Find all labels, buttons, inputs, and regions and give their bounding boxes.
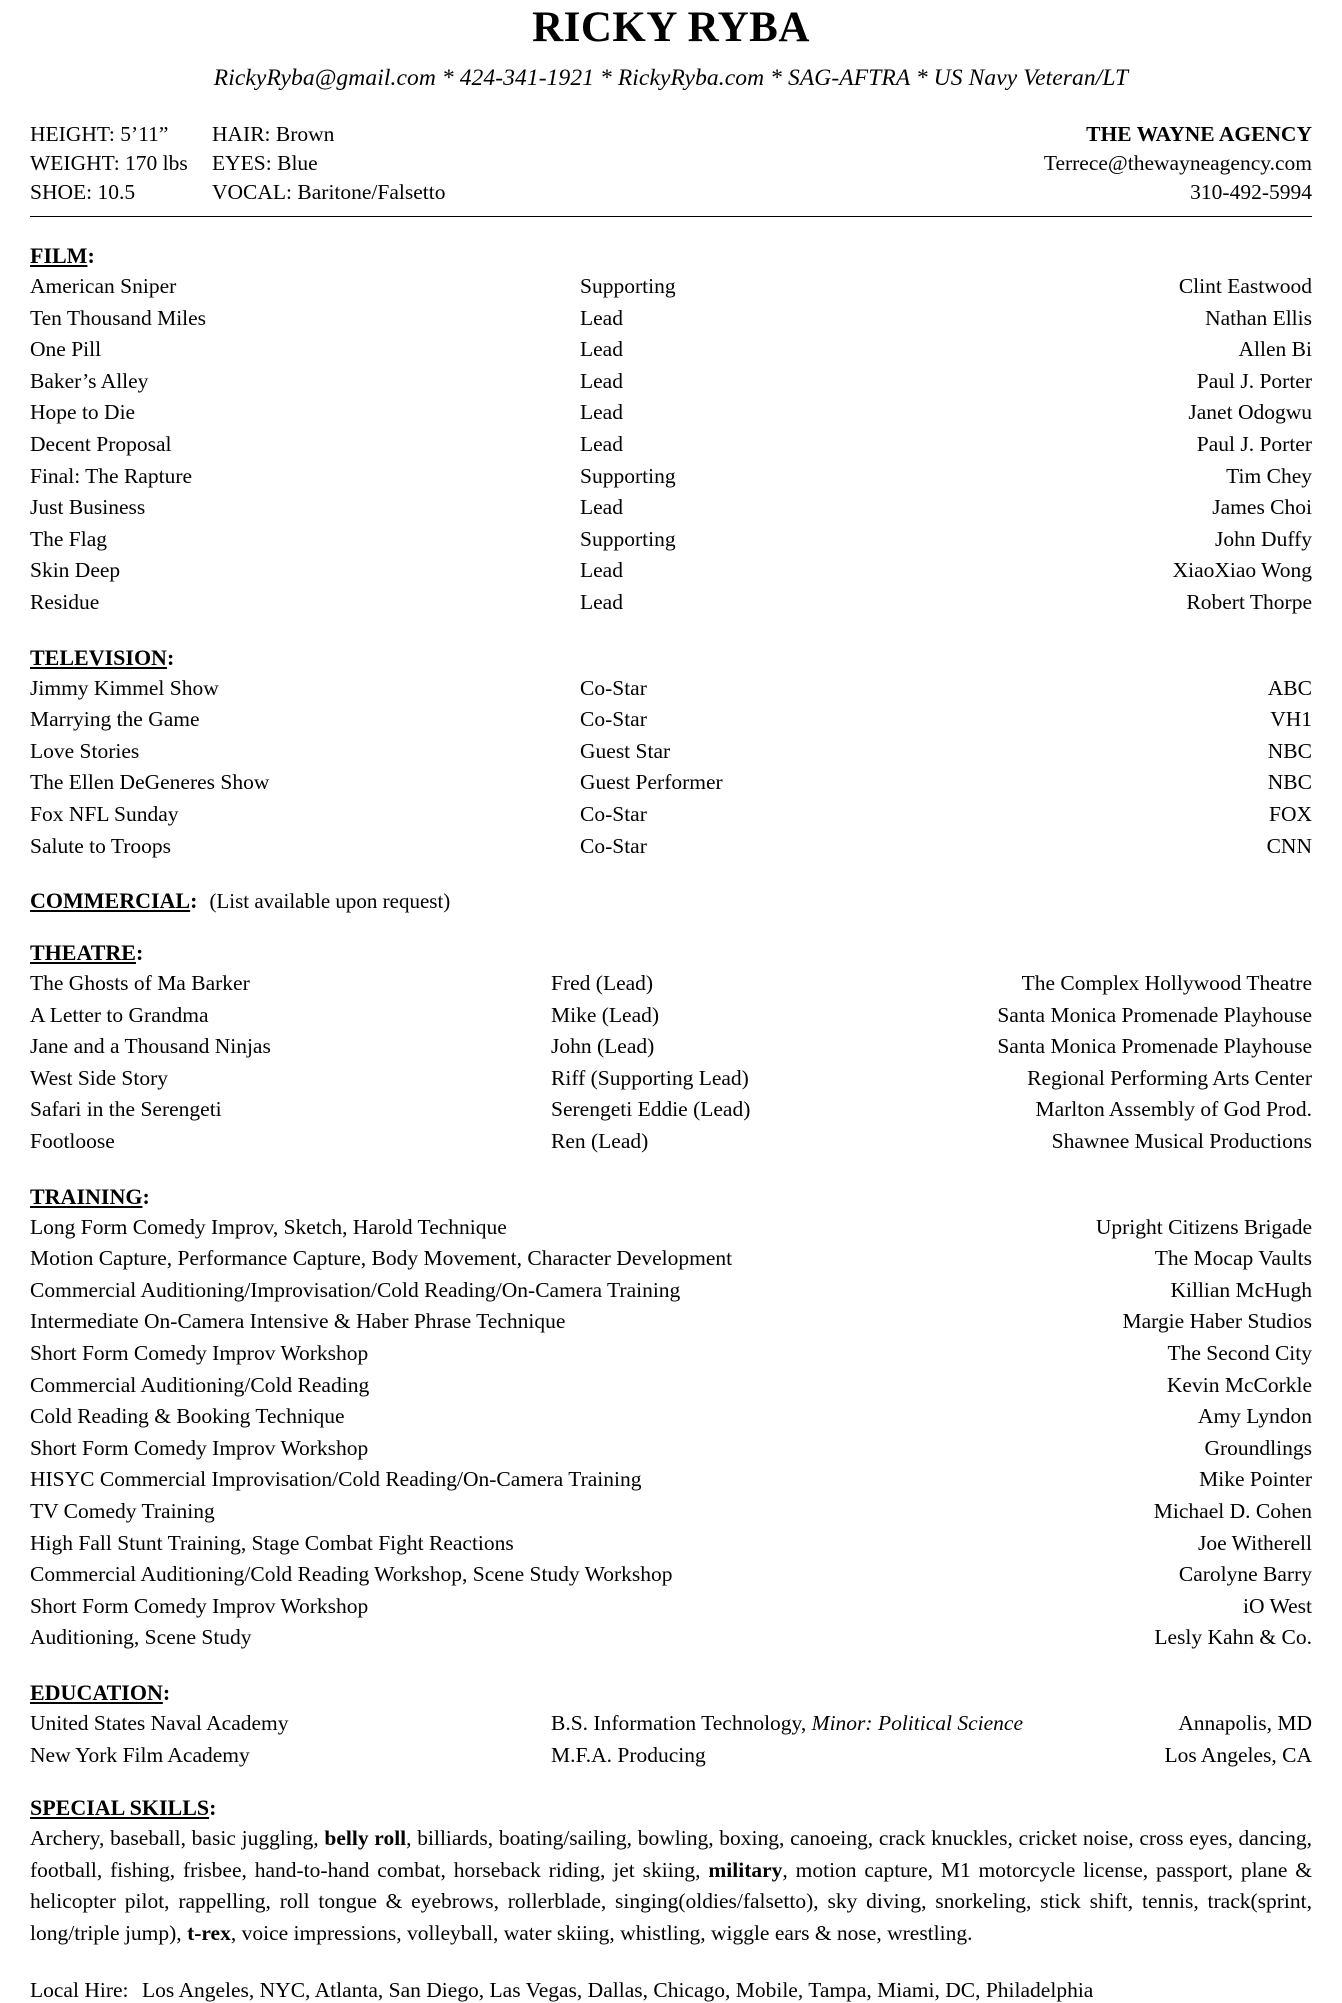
credit-title: Baker’s Alley [30, 368, 149, 393]
credit-role: Lead [580, 495, 623, 520]
table-row [30, 1338, 1312, 1370]
table-row [30, 1094, 1312, 1126]
table-row [30, 673, 1312, 705]
agency-name: THE WAYNE AGENCY [1086, 122, 1312, 146]
training-instructor: Lesly Kahn & Co. [1154, 1625, 1312, 1650]
credit-title: Skin Deep [30, 558, 121, 583]
table-row [30, 831, 1312, 863]
credit-title: Hope to Die [30, 400, 136, 425]
credit-production: Paul J. Porter [1196, 431, 1312, 456]
section-heading-wrap [30, 888, 197, 914]
training-title: Commercial Auditioning/Cold Reading Workshop, Scene Study Workshop [30, 1562, 673, 1587]
section-heading-label: EDUCATION [30, 1679, 163, 1705]
credit-role: Lead [580, 368, 623, 393]
credit-title: Safari in the Serengeti [30, 1097, 222, 1122]
table-row [30, 704, 1312, 736]
credit-role: Lead [580, 431, 623, 456]
stats-attribute-1: EYES: Blue [212, 151, 318, 176]
table-row [30, 366, 1312, 398]
credit-title: Salute to Troops [30, 833, 171, 858]
local-hire-line [30, 1978, 1312, 2003]
credit-role: Supporting [580, 526, 676, 551]
credit-role: Supporting [580, 274, 676, 298]
credit-production: Shawnee Musical Productions [1051, 1129, 1312, 1154]
table-row [30, 587, 1312, 619]
training-title: Short Form Comedy Improv Workshop [30, 1593, 369, 1618]
credit-title: The Ellen DeGeneres Show [30, 770, 270, 795]
training-title: Intermediate On-Camera Intensive & Haber Phrase Technique [30, 1309, 566, 1334]
training-title: HISYC Commercial Improvisation/Cold Reading/On-Camera Training [30, 1467, 642, 1492]
credit-production: Santa Monica Promenade Playhouse [997, 1034, 1312, 1059]
credit-production: The Complex Hollywood Theatre [1021, 971, 1312, 996]
credit-production: Allen Bi [1238, 337, 1312, 362]
credit-title: Footloose [30, 1129, 115, 1154]
credit-production: Santa Monica Promenade Playhouse [997, 1002, 1312, 1027]
section-heading-film [30, 243, 1312, 269]
table-row [30, 1496, 1312, 1528]
credit-role: John (Lead) [551, 1034, 655, 1059]
training-instructor: Margie Haber Studios [1122, 1309, 1312, 1334]
training-title: TV Comedy Training [30, 1499, 215, 1523]
section-special-skills [30, 1795, 1312, 1949]
section-heading-training [30, 1184, 1312, 1210]
table-row [30, 1708, 1312, 1740]
film-credit-list [30, 271, 1312, 619]
credit-title: Marrying the Game [30, 707, 200, 732]
training-instructor: Michael D. Cohen [1153, 1499, 1312, 1523]
credit-role: Lead [580, 558, 623, 583]
contact-line: RickyRyba@gmail.com * 424-341-1921 * RickyRyba.com * SAG-AFTRA * US Navy Veteran/LT [213, 65, 1129, 91]
table-row [30, 1591, 1312, 1623]
table-row [30, 1000, 1312, 1032]
credit-title: Love Stories [30, 738, 140, 763]
training-instructor: Carolyne Barry [1178, 1562, 1312, 1587]
section-heading-theatre [30, 940, 1312, 966]
section-theatre [30, 940, 1312, 1158]
credit-production: Tim Chey [1226, 463, 1312, 488]
section-heading-colon: : [162, 1679, 171, 1705]
training-title: Commercial Auditioning/Cold Reading [30, 1372, 370, 1397]
stats-and-agency-block [30, 120, 1312, 205]
training-title: Short Form Comedy Improv Workshop [30, 1341, 369, 1366]
training-title: Commercial Auditioning/Improvisation/Cold Reading/On-Camera Training [30, 1277, 681, 1302]
table-row [30, 799, 1312, 831]
credit-title: The Ghosts of Ma Barker [30, 971, 250, 996]
stats-measure-2: SHOE: 10.5 [30, 180, 136, 205]
training-instructor: Killian McHugh [1170, 1277, 1312, 1302]
section-heading-label: TELEVISION [30, 644, 167, 670]
table-row [30, 1740, 1312, 1772]
education-location: Los Angeles, CA [1164, 1742, 1312, 1767]
credit-role: Co-Star [580, 801, 647, 826]
section-commercial [30, 888, 1312, 914]
credit-production: CNN [1266, 833, 1312, 858]
training-instructor: iO West [1243, 1593, 1312, 1618]
training-list [30, 1212, 1312, 1654]
training-title: Auditioning, Scene Study [30, 1625, 252, 1650]
credit-title: The Flag [30, 526, 108, 551]
education-degree: M.F.A. Producing [551, 1742, 706, 1767]
section-heading-education [30, 1680, 1312, 1706]
credit-production: Paul J. Porter [1196, 368, 1312, 393]
section-education [30, 1680, 1312, 1771]
section-film [30, 243, 1312, 619]
section-heading-colon: : [190, 888, 198, 914]
credit-title: Jane and a Thousand Ninjas [30, 1034, 271, 1059]
table-row [30, 1212, 1312, 1244]
credit-title: Final: The Rapture [30, 463, 193, 488]
credit-role: Co-Star [580, 833, 647, 858]
credit-title: West Side Story [30, 1065, 169, 1090]
credit-production: Marlton Assembly of God Prod. [1035, 1097, 1312, 1122]
section-heading-label: THEATRE [30, 940, 136, 966]
training-instructor: Groundlings [1204, 1435, 1312, 1460]
agency-email: Terrece@thewayneagency.com [1043, 151, 1312, 176]
credit-production: NBC [1267, 770, 1312, 795]
television-credit-list [30, 673, 1312, 863]
resume-page [0, 6, 1342, 2003]
table-row [30, 303, 1312, 335]
section-heading-label: TRAINING [30, 1183, 143, 1209]
table-row [30, 334, 1312, 366]
credit-title: Decent Proposal [30, 431, 172, 456]
training-instructor: Kevin McCorkle [1166, 1372, 1312, 1397]
table-row [30, 1306, 1312, 1338]
training-title: High Fall Stunt Training, Stage Combat Fight Reactions [30, 1530, 514, 1555]
local-hire-label: Local Hire: [30, 1977, 129, 2002]
credit-title: Fox NFL Sunday [30, 801, 179, 826]
education-location: Annapolis, MD [1178, 1710, 1312, 1735]
credit-production: James Choi [1212, 495, 1312, 520]
section-heading-colon: : [166, 644, 175, 670]
section-heading-colon: : [142, 1183, 150, 1209]
education-school: United States Naval Academy [30, 1710, 289, 1735]
section-heading-special-skills [30, 1795, 1312, 1821]
training-instructor: The Second City [1167, 1341, 1312, 1366]
section-heading-label: SPECIAL SKILLS [30, 1795, 210, 1821]
education-minor: Minor: Political Science [811, 1710, 1024, 1735]
credit-production: VH1 [1270, 707, 1312, 732]
table-row [30, 524, 1312, 556]
credit-role: Co-Star [580, 707, 647, 732]
training-instructor: Joe Witherell [1198, 1530, 1312, 1555]
credit-production: Clint Eastwood [1178, 274, 1312, 298]
section-training [30, 1184, 1312, 1654]
training-title: Short Form Comedy Improv Workshop [30, 1435, 369, 1460]
table-row [30, 271, 1312, 303]
table-row [30, 1464, 1312, 1496]
skill-highlight-5: t-rex [187, 1920, 231, 1945]
table-row [30, 492, 1312, 524]
theatre-credit-list [30, 968, 1312, 1158]
training-title: Motion Capture, Performance Capture, Body Movement, Character Development [30, 1246, 733, 1271]
credit-production: Robert Thorpe [1186, 589, 1312, 614]
section-heading-colon: : [87, 243, 95, 268]
credit-title: Residue [30, 589, 100, 614]
stats-attribute-0: HAIR: Brown [212, 122, 335, 146]
stats-measure-1: WEIGHT: 170 lbs [30, 151, 188, 176]
credit-production: Janet Odogwu [1188, 400, 1312, 425]
credit-production: NBC [1267, 738, 1312, 763]
training-instructor: Mike Pointer [1199, 1467, 1312, 1492]
section-heading-label: COMMERCIAL [30, 888, 191, 914]
table-row [30, 1401, 1312, 1433]
section-television [30, 645, 1312, 863]
section-heading-label: FILM [30, 243, 88, 268]
credit-role: Guest Star [580, 738, 671, 763]
header-divider [30, 216, 1312, 217]
special-skills-text: Archery, baseball, basic juggling, belly roll, billiards, boating/sailing, bowling, boxing, canoeing, crack knuckles, cricket noise, cross eyes, dancing, football, fishing, frisbee, hand-to-hand combat, horseback riding, jet skiing, military, motion capture, M1 motorcycle license, passport, plane & helicopter pilot, rappelling, roll tongue & eyebrows, rollerblade, singing(oldies/falsetto), sky diving, snorkeling, stick shift, tennis, track(sprint, long/triple jump), t-rex, voice impressions, volleyball, water skiing, whistling, wiggle ears & nose, wrestling. [30, 1826, 1312, 1945]
credit-role: Lead [580, 337, 623, 362]
training-title: Cold Reading & Booking Technique [30, 1404, 345, 1429]
stats-measure-0: HEIGHT: 5’11” [30, 122, 169, 146]
table-row [30, 429, 1312, 461]
commercial-note: (List available upon request) [209, 889, 451, 914]
credit-role: Co-Star [580, 675, 647, 700]
credit-production: Regional Performing Arts Center [1027, 1065, 1312, 1090]
credit-title: American Sniper [30, 274, 177, 298]
local-hire-cities: Los Angeles, NYC, Atlanta, San Diego, Las Vegas, Dallas, Chicago, Mobile, Tampa, Miami, DC, Philadelphia [142, 1977, 1094, 2002]
section-heading-commercial [30, 888, 1312, 914]
section-heading-colon: : [135, 940, 144, 966]
table-row [30, 736, 1312, 768]
credit-production: Nathan Ellis [1205, 305, 1312, 330]
credit-role: Fred (Lead) [551, 971, 654, 996]
table-row [30, 461, 1312, 493]
skill-highlight-3: military [708, 1857, 783, 1882]
table-row [30, 1528, 1312, 1560]
stats-attribute-2: VOCAL: Baritone/Falsetto [212, 180, 446, 205]
section-heading-colon: : [209, 1795, 217, 1821]
credit-role: Serengeti Eddie (Lead) [551, 1097, 751, 1122]
credit-role: Lead [580, 305, 623, 330]
section-heading-television [30, 645, 1312, 671]
table-row [30, 1559, 1312, 1591]
training-instructor: Amy Lyndon [1197, 1404, 1312, 1429]
table-row [30, 1370, 1312, 1402]
credit-role: Ren (Lead) [551, 1129, 649, 1154]
skill-highlight-1: belly roll [324, 1826, 407, 1851]
education-degree: B.S. Information Technology, Minor: Political Science [551, 1710, 1024, 1735]
table-row [30, 1063, 1312, 1095]
credit-title: A Letter to Grandma [30, 1002, 209, 1027]
credit-role: Mike (Lead) [551, 1002, 660, 1027]
table-row [30, 555, 1312, 587]
agency-phone: 310-492-5994 [1190, 180, 1312, 205]
credit-role: Lead [580, 400, 623, 425]
credit-production: ABC [1267, 675, 1312, 700]
credit-production: XiaoXiao Wong [1172, 558, 1312, 583]
table-row [30, 968, 1312, 1000]
credit-role: Lead [580, 589, 623, 614]
table-row [30, 767, 1312, 799]
table-row [30, 1031, 1312, 1063]
credit-role: Guest Performer [580, 770, 723, 795]
table-row [30, 397, 1312, 429]
page-title: RICKY RYBA [532, 4, 810, 51]
credit-role: Riff (Supporting Lead) [551, 1065, 749, 1090]
agency-block [1044, 120, 1312, 207]
table-row [30, 1243, 1312, 1275]
credit-production: FOX [1268, 801, 1312, 826]
credit-title: Just Business [30, 495, 146, 520]
credit-title: Ten Thousand Miles [30, 305, 207, 330]
table-row [30, 1126, 1312, 1158]
credit-production: John Duffy [1215, 526, 1312, 551]
training-instructor: Upright Citizens Brigade [1095, 1214, 1312, 1239]
credit-title: Jimmy Kimmel Show [30, 675, 219, 700]
table-row [30, 1433, 1312, 1465]
credit-title: One Pill [30, 337, 102, 362]
credit-role: Supporting [580, 463, 676, 488]
education-school: New York Film Academy [30, 1742, 250, 1767]
table-row [30, 1275, 1312, 1307]
training-instructor: The Mocap Vaults [1154, 1246, 1312, 1271]
training-title: Long Form Comedy Improv, Sketch, Harold Technique [30, 1214, 507, 1239]
table-row [30, 1622, 1312, 1654]
